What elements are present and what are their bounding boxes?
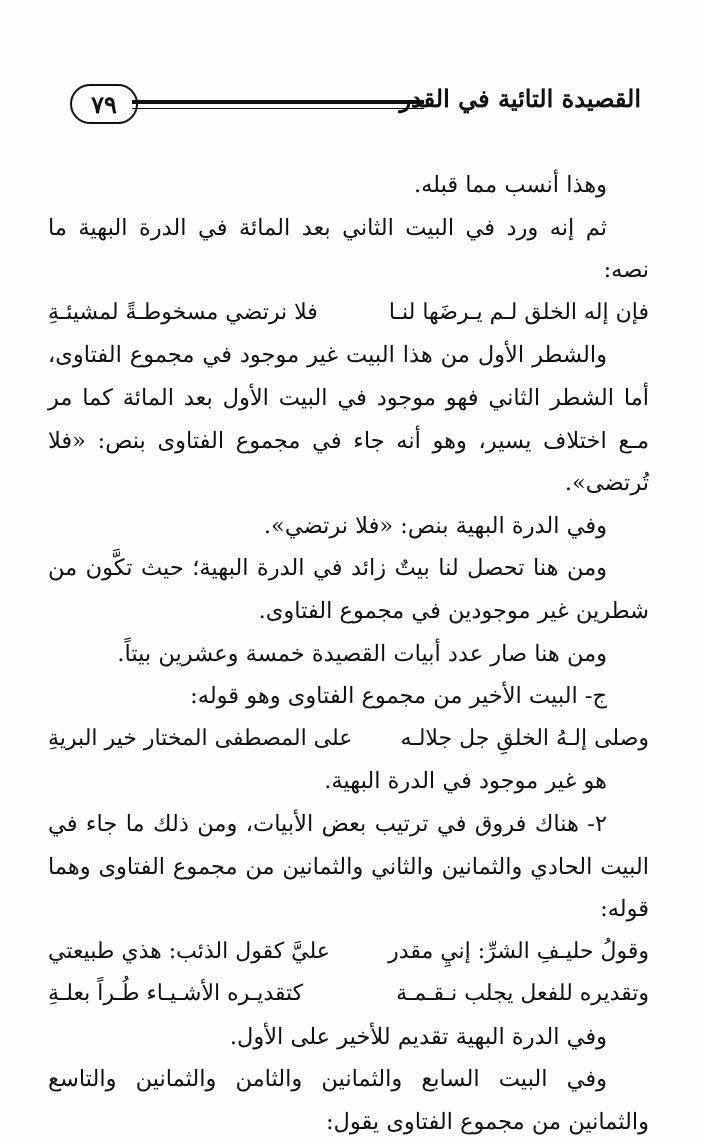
page-number-badge: ٧٩ [70, 84, 138, 124]
paragraph: ثم إنه ورد في البيت الثاني بعد المائة في الدرة البهية ما نصه: [48, 214, 649, 284]
verse-first-hemistich: فإن إله الخلق لـم يـرضَها لنـا [388, 299, 649, 325]
poem-verse [48, 931, 649, 974]
verse-second-hemistich: فلا نرتضي مسخوطـةً لمشيئـةِ [48, 299, 318, 325]
paragraph: ومن هنا تحصل لنا بيتٌ زائد في الدرة البهية؛ حيث تكَّون من شطرين غير موجودين في مجموع الفتاوى. [48, 555, 649, 624]
paragraph: ج- البيت الأخير من مجموع الفتاوى وهو قوله: [190, 683, 607, 710]
poem-verse [48, 718, 649, 761]
paragraph: وفي الدرة البهية بنص: «فلا نرتضي». [263, 512, 607, 539]
header-rule [132, 100, 424, 104]
verse-second-hemistich: على المصطفى المختار خير البريةِ [48, 725, 353, 751]
running-title: القصيدة التائية في القدر [399, 84, 641, 113]
paragraph: ومن هنا صار عدد أبيات القصيدة خمسة وعشرين بيتاً. [117, 640, 607, 667]
page-header [70, 76, 641, 132]
poem-verse [48, 973, 649, 1016]
verse-first-hemistich: وصلى إلـهُ الخلقِ جل جلالـه [400, 725, 649, 751]
paragraph: ٢- هناك فروق في ترتيب بعض الأبيات، ومن ذلك ما جاء في البيت الحادي والثمانين والثاني والثمانين من مجموع الفتاوى وهما قوله: [48, 810, 649, 923]
verse-first-hemistich: وقولُ حليـفِ الشرِّ: إنيِ مقدر [388, 938, 649, 964]
verse-second-hemistich: عليَّ كقول الذئب: هذي طبيعتي [48, 938, 330, 964]
paragraph: وهذا أنسب مما قبله. [413, 172, 607, 198]
paragraph: وفي البيت السابع والثمانين والثامن والثمانين والتاسع والثمانين من مجموع الفتاوى يقول: [48, 1066, 649, 1136]
header-rule-thin [132, 108, 424, 109]
verse-first-hemistich: وتقديره للفعل يجلب نـقـمـة [396, 981, 649, 1007]
verse-second-hemistich: كتقديـره الأشـيـاء طُـراً بعلـةِ [48, 981, 304, 1007]
poem-verse [48, 292, 649, 335]
page-body [48, 164, 649, 1144]
paragraph: هو غير موجود في الدرة البهية. [324, 768, 607, 795]
paragraph: والشطر الأول من هذا البيت غير موجود في مجموع الفتاوى، أما الشطر الثاني فهو موجود في البيت الأول بعد المائة كما مر مـع اختلاف يسير، وهو أنه جاء في مجموع الفتاوى بنص: «فلا تُرتضى». [48, 342, 649, 497]
paragraph: وفي الدرة البهية تقديم للأخير على الأول. [229, 1023, 607, 1050]
